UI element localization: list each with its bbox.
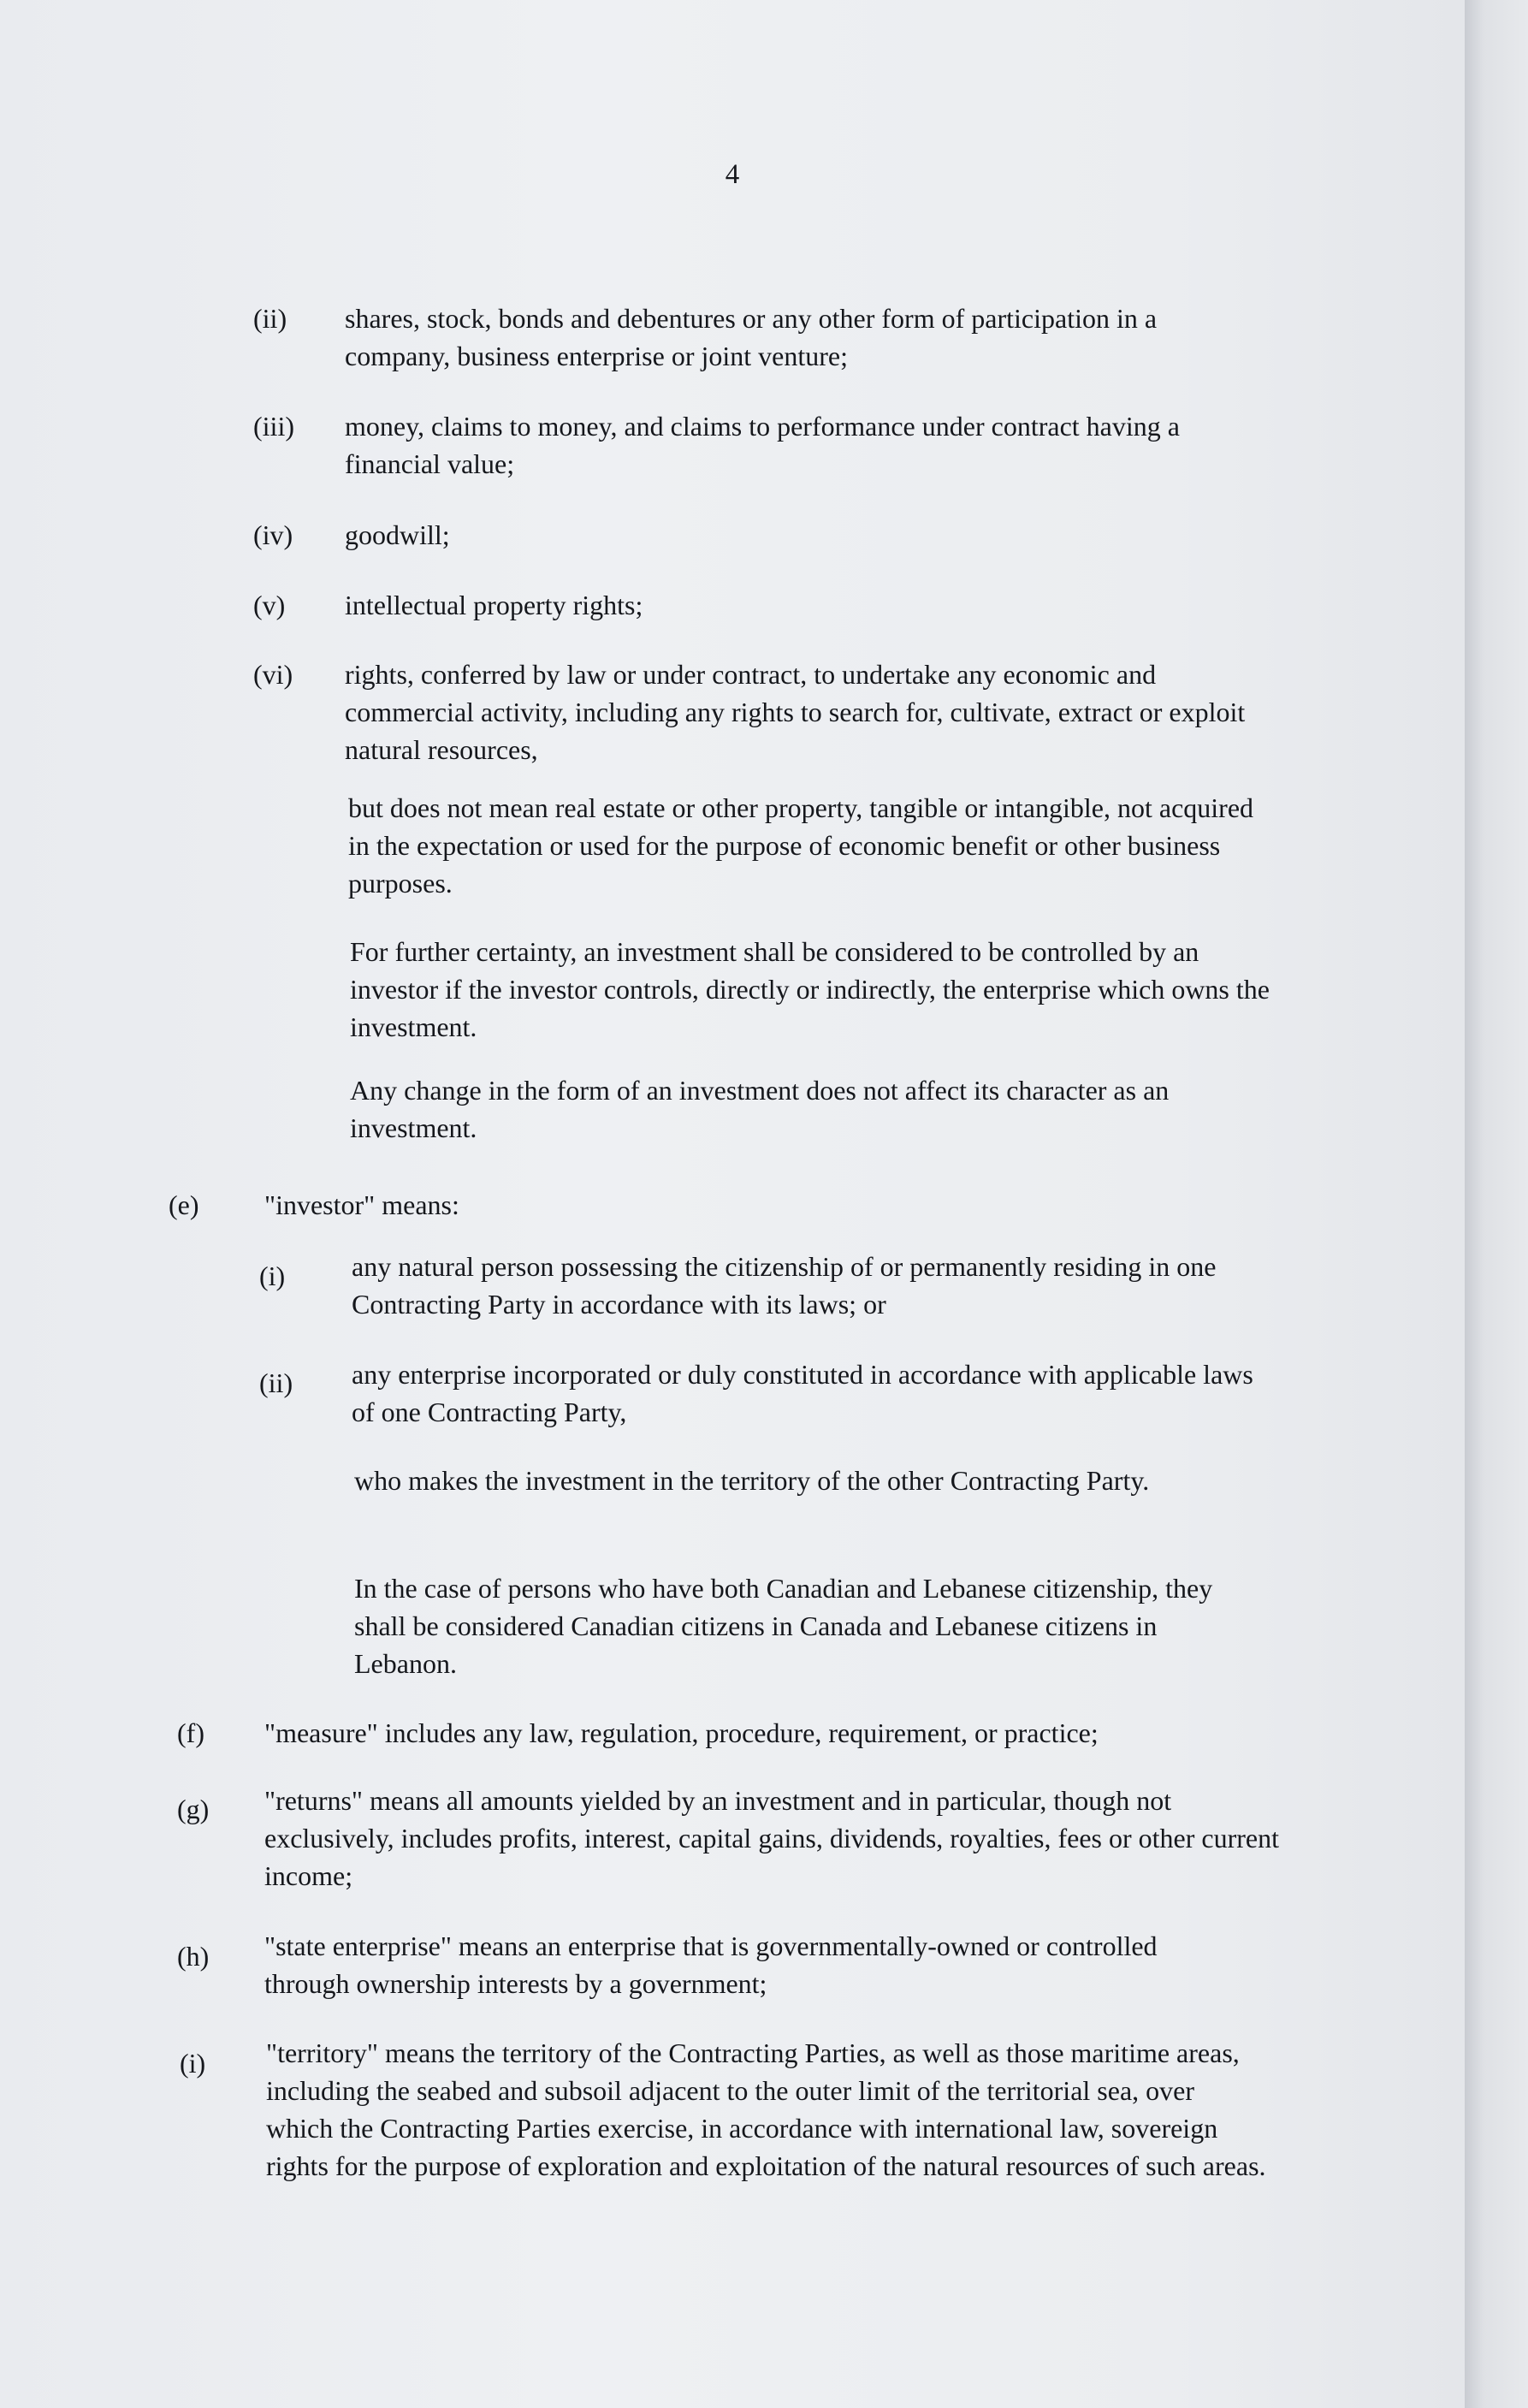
page-number: 4 (725, 159, 740, 190)
item-label: (iv) (253, 519, 293, 550)
item-label: (ii) (253, 303, 287, 334)
item-text: intellectual property rights; (345, 590, 643, 620)
paragraph: but does not mean real estate or other property, tangible or intangible, not acquired in the expectation or used for the purpose of economic benefit or other business purposes. (348, 792, 1254, 899)
item-text: any natural person possessing the citizenship of or permanently residing in one Contracting Party in accordance with its laws; or (352, 1251, 1217, 1320)
paragraph: who makes the investment in the territory of the other Contracting Party. (354, 1465, 1150, 1496)
definition-label: (h) (177, 1941, 210, 1972)
item-text: shares, stock, bonds and debentures or any other form of participation in a company, business enterprise or joint venture; (345, 303, 1158, 371)
definition-label: (i) (180, 2048, 206, 2079)
definition-text: "investor" means: (264, 1189, 459, 1220)
definition-label: (e) (169, 1189, 199, 1220)
item-text: rights, conferred by law or under contract, to undertake any economic and commercial activity, including any rights to search for, cultivate, extract or exploit natural resources, (345, 659, 1246, 765)
paragraph: Any change in the form of an investment does not affect its character as an investment. (350, 1075, 1170, 1143)
paragraph: In the case of persons who have both Canadian and Lebanese citizenship, they shall be considered Canadian citizens in Canada and Lebanese citizens in Lebanon. (354, 1573, 1213, 1679)
paragraph: For further certainty, an investment shall be considered to be controlled by an investor if the investor controls, directly or indirectly, the enterprise which owns the investment. (350, 936, 1270, 1042)
item-label: (vi) (253, 659, 293, 690)
definition-text: "measure" includes any law, regulation, procedure, requirement, or practice; (264, 1717, 1099, 1748)
definition-text: "returns" means all amounts yielded by an investment and in particular, though not exclusively, includes profits, interest, capital gains, dividends, royalties, fees or other current income; (264, 1785, 1280, 1891)
item-text: goodwill; (345, 519, 450, 550)
definition-text: "territory" means the territory of the Contracting Parties, as well as those maritime areas, including the seabed and subsoil adjacent to the outer limit of the territorial sea, over which the Contracting Parties exercise, in accordance with international law, sovereign rights for the purpose of exploration and exploitation of the natural resources of such areas. (266, 2037, 1266, 2181)
page-edge-shadow (1465, 0, 1528, 2408)
item-label: (i) (259, 1260, 286, 1291)
item-label: (v) (253, 590, 286, 620)
item-text: any enterprise incorporated or duly constituted in accordance with applicable laws of one Contracting Party, (352, 1359, 1253, 1427)
item-label: (ii) (259, 1367, 293, 1398)
item-text: money, claims to money, and claims to performance under contract having a financial value; (345, 411, 1180, 479)
definition-text: "state enterprise" means an enterprise that is governmentally-owned or controlled through ownership interests by a government; (264, 1931, 1158, 1999)
definition-label: (f) (177, 1717, 204, 1748)
definition-label: (g) (177, 1794, 210, 1824)
item-label: (iii) (253, 411, 294, 442)
